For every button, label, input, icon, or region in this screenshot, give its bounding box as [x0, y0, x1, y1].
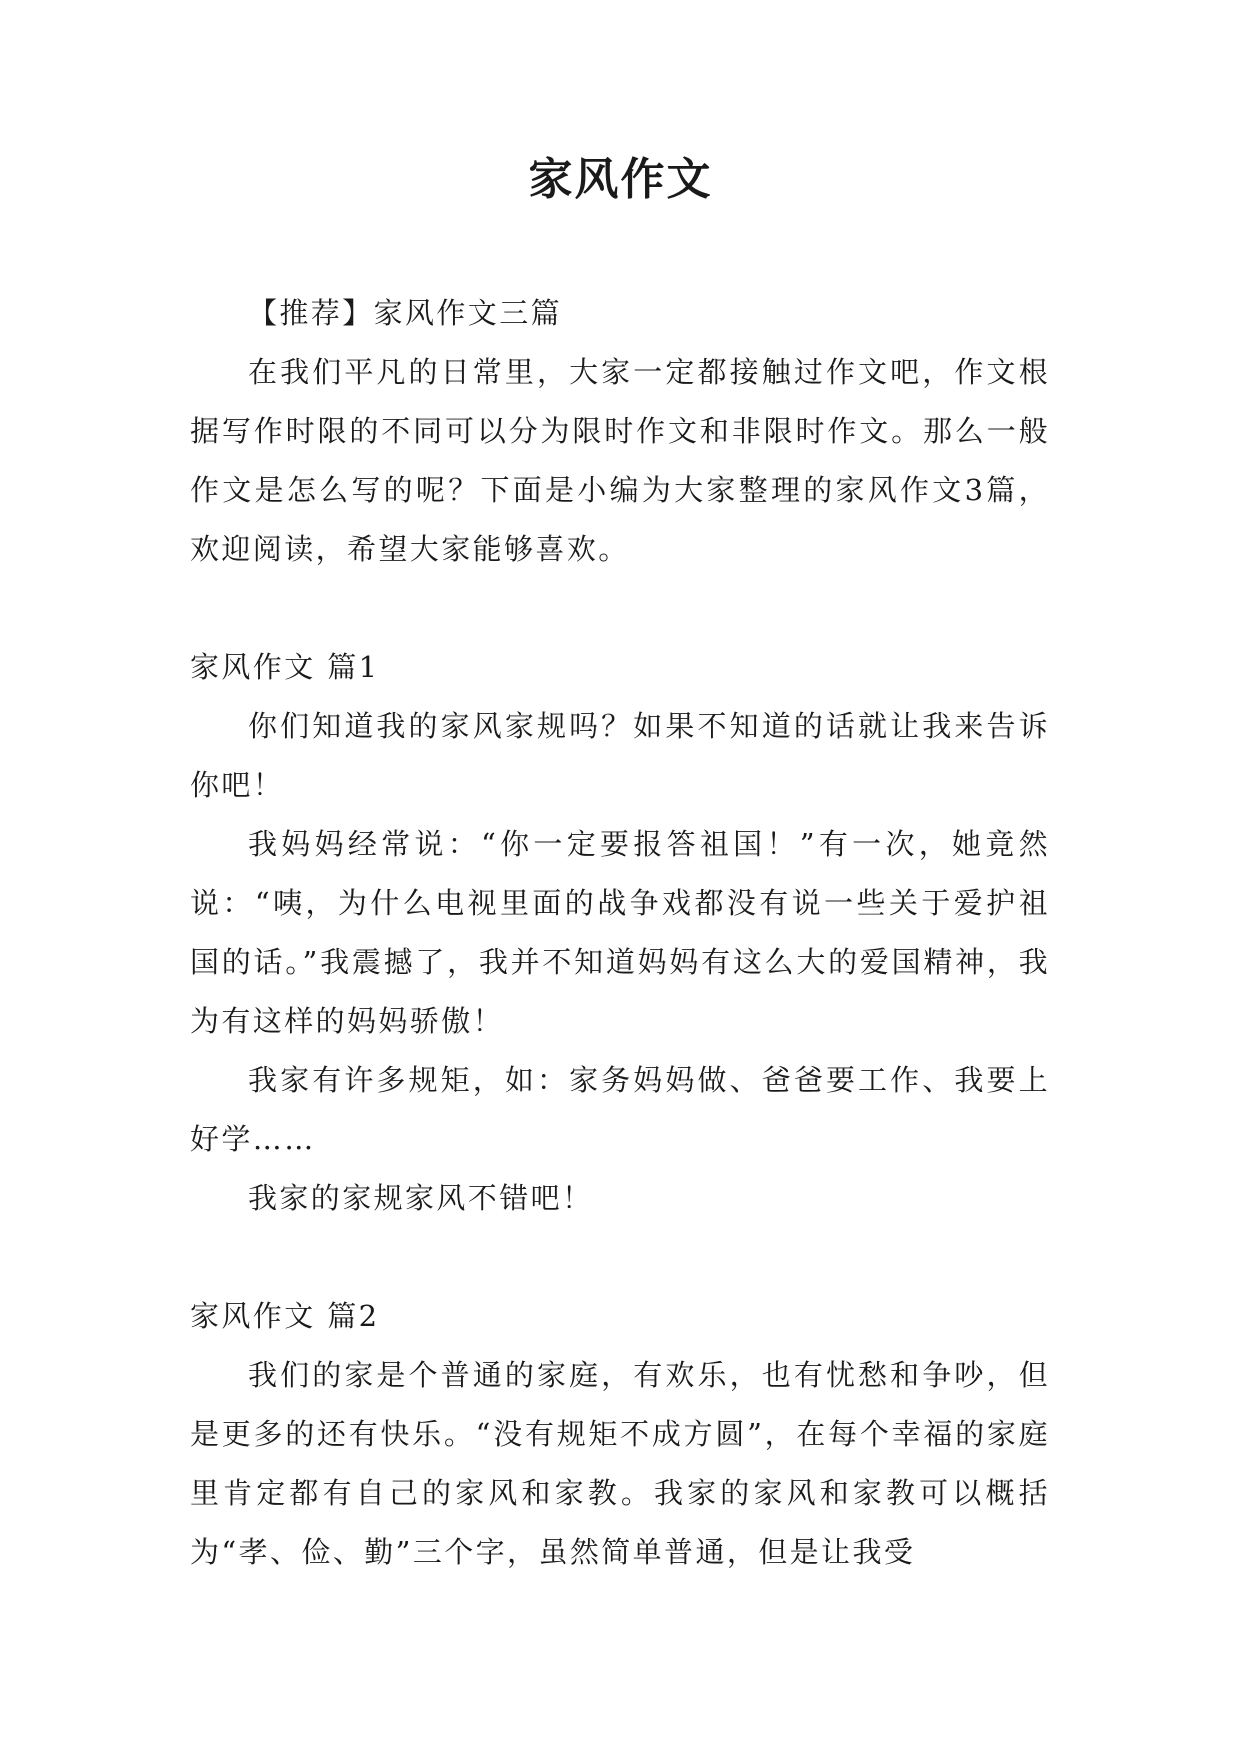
- section-paragraph: 我们的家是个普通的家庭，有欢乐，也有忧愁和争吵，但是更多的还有快乐。“没有规矩不成方圆”，在每个幸福的家庭里肯定都有自己的家风和家教。我家的家风和家教可以概括为“孝、俭、勤”三个字，虽然简单普通，但是让我受: [190, 1358, 1050, 1569]
- section-heading: 家风作文 篇1: [190, 650, 380, 684]
- section-paragraph: 我家有许多规矩，如：家务妈妈做、爸爸要工作、我要上好学……: [190, 1063, 1050, 1156]
- document-title: 家风作文: [528, 154, 713, 205]
- section-paragraph: 你们知道我的家风家规吗？如果不知道的话就让我来告诉你吧！: [190, 709, 1050, 802]
- section-heading: 家风作文 篇2: [190, 1299, 380, 1333]
- section-paragraph: 我妈妈经常说：“你一定要报答祖国！”有一次，她竟然说：“咦，为什么电视里面的战争戏都没有说一些关于爱护祖国的话。”我震撼了，我并不知道妈妈有这么大的爱国精神，我为有这样的妈妈骄傲！: [190, 827, 1050, 1038]
- section-paragraph: 我家的家规家风不错吧！: [248, 1181, 594, 1215]
- intro-paragraph: 在我们平凡的日常里，大家一定都接触过作文吧，作文根据写作时限的不同可以分为限时作文和非限时作文。那么一般作文是怎么写的呢？下面是小编为大家整理的家风作文3篇，欢迎阅读，希望大家能够喜欢。: [190, 355, 1050, 566]
- document-body: [190, 284, 1050, 1582]
- document-subtitle: 【推荐】家风作文三篇: [248, 296, 563, 330]
